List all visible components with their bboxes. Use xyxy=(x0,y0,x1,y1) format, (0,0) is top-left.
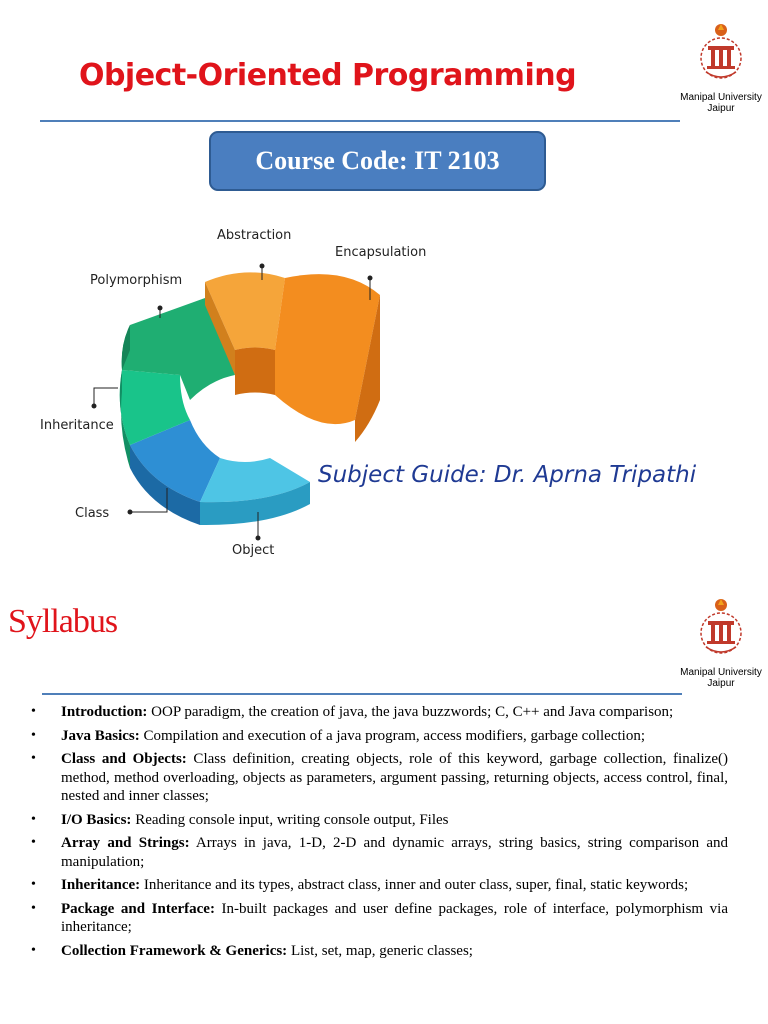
bullet-icon: • xyxy=(31,877,36,892)
subject-guide: Subject Guide: Dr. Aprna Tripathi xyxy=(318,462,697,488)
label-class: Class xyxy=(75,506,110,521)
bullet-icon: • xyxy=(31,811,36,827)
topic-text: Class definition, creating objects, role of this keyword, garbage collection, finalize() method, method overloading, objects as parameters, argument passing, returning objects, access control, final, nested and inner classes; xyxy=(61,751,728,804)
syllabus-divider xyxy=(42,693,682,695)
topic-heading: Introduction: xyxy=(61,704,148,720)
university-logo xyxy=(671,595,768,689)
topic-text: List, set, map, generic classes; xyxy=(287,942,473,959)
label-object: Object xyxy=(232,543,275,558)
topic-heading: Class and Objects: xyxy=(61,751,187,767)
label-abstraction: Abstraction xyxy=(217,228,292,243)
list-item xyxy=(28,727,728,746)
syllabus-title: Syllabus xyxy=(8,603,118,640)
label-inheritance: Inheritance xyxy=(40,418,114,433)
list-item xyxy=(28,750,728,806)
list-item xyxy=(28,811,728,830)
bullet-icon: • xyxy=(31,942,36,958)
logo-caption: Manipal University xyxy=(680,667,762,678)
list-item xyxy=(28,876,728,895)
label-encapsulation: Encapsulation xyxy=(335,245,427,260)
university-logo xyxy=(671,20,768,114)
bullet-icon: • xyxy=(31,835,36,850)
list-item xyxy=(28,900,728,937)
list-item xyxy=(28,703,728,722)
university-emblem-icon xyxy=(698,595,744,667)
topic-heading: Java Basics: xyxy=(61,727,140,744)
course-code-box: Course Code: IT 2103 xyxy=(209,131,546,191)
topic-text: In-built packages and user define packages, role of interface, polymorphism via inheritance; xyxy=(61,900,728,935)
logo-caption-city: Jaipur xyxy=(707,103,735,114)
bullet-icon: • xyxy=(31,727,36,743)
topic-heading: Package and Interface: xyxy=(61,900,215,917)
logo-caption-city: Jaipur xyxy=(707,678,735,689)
topic-heading: Inheritance: xyxy=(61,877,141,893)
oop-concepts-diagram xyxy=(30,220,450,570)
syllabus-slide xyxy=(0,575,768,1024)
topic-heading: I/O Basics: xyxy=(61,811,132,828)
list-item xyxy=(28,942,728,961)
bullet-icon: • xyxy=(31,900,36,916)
topic-text: Compilation and execution of a java program, access modifiers, garbage collection; xyxy=(139,727,645,744)
topic-text: Arrays in java, 1-D, 2-D and dynamic arrays, string basics, string comparison and manipulation; xyxy=(61,835,728,870)
university-emblem-icon xyxy=(698,20,744,92)
slide-title: Object-Oriented Programming xyxy=(78,58,577,93)
logo-caption: Manipal University xyxy=(680,92,762,103)
syllabus-list xyxy=(28,703,728,965)
topic-heading: Array and Strings: xyxy=(61,835,190,851)
bullet-icon: • xyxy=(31,704,36,719)
topic-heading: Collection Framework & Generics: xyxy=(61,942,288,959)
list-item xyxy=(28,834,728,871)
label-polymorphism: Polymorphism xyxy=(90,273,183,288)
bullet-icon: • xyxy=(31,751,36,766)
topic-text: Reading console input, writing console output, Files xyxy=(131,811,449,828)
topic-text: OOP paradigm, the creation of java, the java buzzwords; C, C++ and Java comparison; xyxy=(147,704,674,720)
topic-text: Inheritance and its types, abstract class, inner and outer class, super, final, static keywords; xyxy=(140,877,689,893)
title-divider xyxy=(40,120,680,122)
